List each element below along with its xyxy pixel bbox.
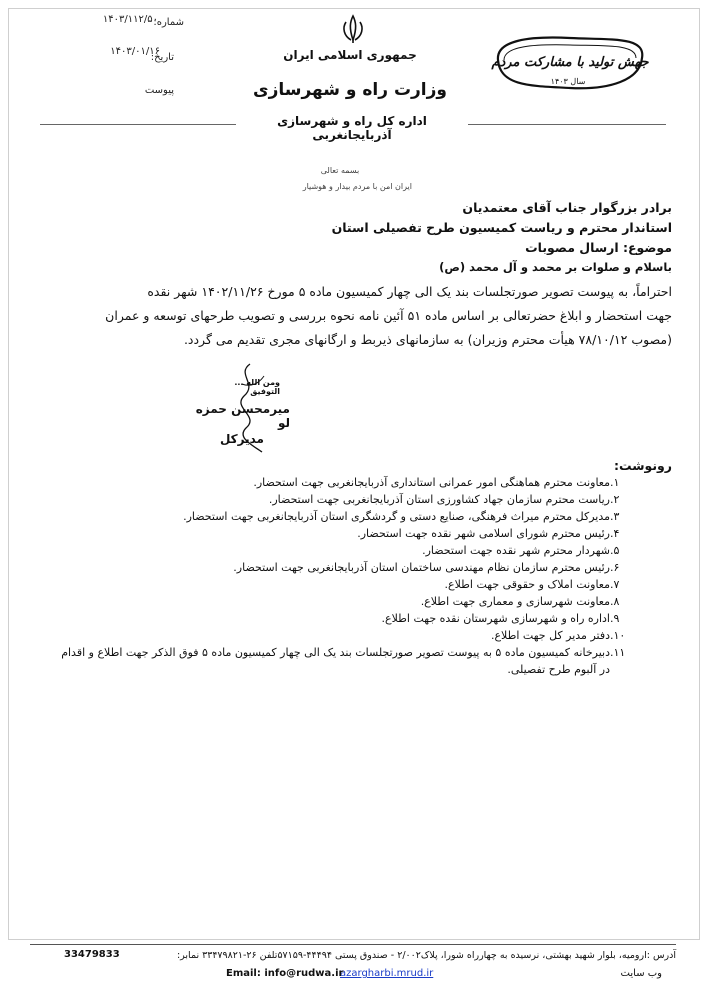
- logo-text: جهش تولید با مشارکت مردم: [491, 55, 649, 70]
- footer-website-label: وب سایت: [620, 968, 662, 979]
- department-title: اداره کل راه و شهرسازی آذربایجانغربی: [277, 114, 427, 142]
- footer-email[interactable]: Email: info@rudwa.ir: [226, 968, 344, 979]
- letter-number-value: ۱۴۰۳/۱۱۲/۵۰: [102, 14, 158, 25]
- footer-fax: 33479833: [64, 949, 120, 960]
- subject-line: موضوع: ارسال مصوبات: [525, 240, 672, 255]
- header-rule-left: [40, 124, 236, 125]
- republic-title: جمهوری اسلامی ایران: [283, 48, 417, 62]
- body-line-2: جهت استحضار و ابلاغ حضرتعالی بر اساس ماده ۵۱ آئین نامه نحوه بررسی و تصویب طرحهای توسعه و عمران: [105, 308, 672, 323]
- list-item: ۵.شهردار محترم شهر نقده جهت استحضار.: [422, 544, 620, 557]
- list-item: ۱.معاونت محترم هماهنگی امور عمرانی استانداری آذربایجانغربی جهت استحضار.: [253, 476, 620, 489]
- recipient-line-1: برادر بزرگوار جناب آقای معتمدیان: [462, 200, 672, 215]
- list-item: ۱۱.دبیرخانه کمیسیون ماده ۵ به پیوست تصویر صورتجلسات بند یک الی چهار کمیسیون ماده ۵ فوق الذکر جهت اطلاع و اقدام: [61, 646, 626, 659]
- body-line-1: احتراماً، به پیوست تصویر صورتجلسات بند یک الی چهار کمیسیون ماده ۵ مورخ ۱۴۰۲/۱۱/۲۶ شهر نقده: [147, 284, 672, 299]
- salutation-line: باسلام و صلوات بر محمد و آل محمد (ص): [439, 260, 672, 274]
- letter-attachment-label: پیوست: [144, 85, 174, 96]
- footer-rule: [30, 944, 676, 945]
- list-item: ۱۰.دفتر مدیر کل جهت اطلاع.: [490, 629, 626, 642]
- signatory-name: میرمحسن حمزه لو: [195, 402, 290, 430]
- bismillah: بسمه تعالی: [320, 166, 360, 175]
- list-item-continuation: در آلبوم طرح تفصیلی.: [507, 663, 610, 676]
- closing-phrase: ومن الله ... التوفیق: [234, 378, 280, 396]
- copies-list: [160, 474, 638, 644]
- iran-emblem-icon: [340, 14, 366, 44]
- header-rule-right: [468, 124, 666, 125]
- body-line-3: (مصوب ۷۸/۱۰/۱۲ هیأت محترم وزیران) به سازمانهای ذیربط و ارگانهای مجری تقدیم می گردد.: [183, 332, 672, 347]
- footer-address: آدرس :ارومیه، بلوار شهید بهشتی، نرسیده به چهارراه شورا، پلاک۲/۰۰۲ - صندوق پستی ۴۴۴۹۴-۵۷۱۵۹تلفن ۲۶-۳۳۴۷۹۸۲۱ نمابر:: [176, 950, 676, 961]
- footer-website-link[interactable]: azargharbi.mrud.ir: [340, 968, 434, 979]
- letter-number-label: شماره:: [153, 17, 184, 28]
- logo-year: سال ۱۴۰۳: [550, 77, 586, 86]
- signatory-title: مدیرکل: [219, 432, 264, 446]
- list-item: ۷.معاونت املاک و حقوقی جهت اطلاع.: [444, 578, 620, 591]
- list-item: ۶.رئیس محترم سازمان نظام مهندسی ساختمان استان آذربایجانغربی جهت استحضار.: [233, 561, 620, 574]
- recipient-line-2: استاندار محترم و ریاست کمیسیون طرح تفصیلی استان: [331, 220, 672, 235]
- motto-line: ایران امن با مردم بیدار و هوشیار: [302, 182, 412, 191]
- list-item: ۳.مدیرکل محترم میراث فرهنگی، صنایع دستی و گردشگری استان آذربایجانغربی جهت استحضار.: [183, 510, 620, 523]
- production-leap-logo: [490, 30, 650, 100]
- letter-date-label: تاریخ:: [150, 52, 174, 63]
- copies-title: رونوشت:: [613, 458, 672, 473]
- list-item: ۸.معاونت شهرسازی و معماری جهت اطلاع.: [420, 595, 620, 608]
- list-item: ۲.ریاست محترم سازمان جهاد کشاورزی استان آذربایجانغربی جهت استحضار.: [268, 493, 620, 506]
- list-item: ۴.رئیس محترم شورای اسلامی شهر نقده جهت استحضار.: [357, 527, 620, 540]
- ministry-title: وزارت راه و شهرسازی: [252, 80, 447, 100]
- copies-list-long-item: [30, 644, 638, 678]
- letter-date-value: ۱۴۰۳/۰۱/۱۶: [110, 46, 160, 57]
- list-item: ۹.اداره راه و شهرسازی شهرستان نقده جهت اطلاع.: [381, 612, 620, 625]
